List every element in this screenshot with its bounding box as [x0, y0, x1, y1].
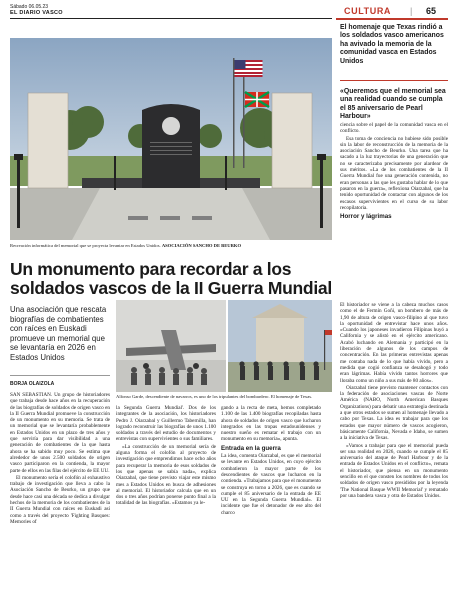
section-divider: [336, 18, 448, 20]
header-separator: |: [410, 6, 413, 16]
photo-caption: [10, 243, 332, 249]
article-headline: Un monumento para recordar a los soldados vascos de la II Guerra Mundial: [10, 259, 332, 298]
caption-text: Recreación informática del memorial que se proyecta levantar en Estados Unidos.: [10, 243, 161, 248]
body-column-1: [10, 392, 110, 598]
page-number: 65: [426, 6, 437, 16]
veterans-photo-graphic: [116, 300, 332, 392]
body-column-6: [340, 302, 448, 598]
publication-name: EL DIARIO VASCO: [10, 10, 63, 16]
body-column-2: [116, 405, 216, 598]
photo-credit: ASOCIACIÓN SANCHO DE BEURKO: [161, 243, 242, 248]
body-column-3: [221, 405, 321, 598]
memorial-rendering: [10, 38, 332, 240]
paragraph: la Segunda Guerra Mundial'. Dos de los integrantes de la asociación, los historiadores Pedro J. Oiarzabal y Guillermo Tabernilla, han logrado reconstruir las biografías de unos 1.100 soldados a través del estudio de documentos y entrevistas con supervivientes o sus familiares.: [116, 405, 216, 443]
deck-divider: [10, 375, 110, 376]
pull-quote: «Queremos que el memorial sea una realidad cuando se cumpla el 85 aniversario de Pearl Harbour»: [340, 88, 446, 121]
paragraph: Oiarzabal tiene previsto mantener contactos con la federación de asociaciones vascas de Norte América (NABO, North American Basques Organizations) para debatir una estrategia destinada a que otros estados se sumen al homenaje llevado a cabo por Texas. La idea es trabajar para que los estados que mayor número de vascos acogieron, básicamente California, Nevada e Idaho, se sumen a la iniciativa de Texas.: [340, 384, 448, 442]
paragraph: «La construcción de un memorial sería de alguna forma el colofón al proyecto de investigación que emprendimos hace ocho años para recuperar la memoria de esos soldados de los que apenas se sabía nada», explica Oiarzabal, que tiene previsto viajar este mismo mes a Estados Unidos en busca de adhesiones al memorial. El historiador calcula que en un dos o tres años podrían ponerse punto final a la totalidad de las biografías. «Estamos ya le-: [116, 443, 216, 507]
paragraph: Esa toma de conciencia no hubiese sido posible sin la labor de reconstrucción de la memoria de la asociación Sancho de Beurko. Una tarea que ha sacado a la luz trayectorias de una generación que no se caracterizaba precisamente por alardear de sus méritos. «La de los combatientes de la II Guerra Mundial fue una generación contenida, no eran personas a las que les gustaba hablar de lo que pasaron en la guerra», reflexiona Oiarzabal, que ha tenido oportunidad de contactar con algunos de los escasos supervivientes en el curso de su labor recopilatoria.: [340, 135, 448, 211]
paragraph: La idea, comenta Oiarzabal, es que el memorial se levante en Estados Unidos, en cuyo ejército combatieron la mayor parte de los descendientes de vascos que lucharon en la contienda. «Trabajamos para que el monumento se construya en torno a 2026, que es cuando se cumple el 85 aniversario de la entrada de EE UU en la Segunda Guerra Mundial». El incidente que fue el detonador de ese alto del charco: [221, 453, 321, 516]
paragraph: El monumento sería el colofón al exhaustivo trabajo de investigación que lleva a cabo la Asociación Sancho de Beurko, un grupo que desde hace casi una década se dedica a divulgar hechos de la memoria de los combatientes de la II Guerra Mundial con raíces en Euskadi así como a través del proyecto 'Fighting Basques: Memories of: [10, 474, 110, 525]
paragraph: «Vamos a trabajar para que el memorial pueda ser una realidad en 2026, cuando se cumple el 85 aniversario del ataque de Pearl Harbour y de la entrada de Estados Unidos en el conflicto», remata el historiador, que piensa en un monumento sencillo en el que consten los nombres de todos los soldados de origen vasco presididos por la leyenda 'The National Basque WWII Memorial' y rematado por una bandera vasca y otra de Estados Unidos.: [340, 442, 448, 499]
memorial-rendering-photo: [10, 38, 332, 240]
veterans-photo: [116, 300, 332, 392]
byline: BORJA OLAIZOLA: [10, 381, 55, 387]
sidebar-headline: El homenaje que Texas rindió a los soldados vasco americanos ha avivado la memoria de la comunidad vasca en Estados Unidos: [340, 24, 444, 65]
header-divider: [10, 18, 332, 19]
subheading: Entrada en la guerra: [221, 444, 281, 452]
paragraph: El historiador se viene a la cabeza muchos casos como el de Fermín Goñi, un bombero de más de 1,90 de altura de origen vasco-filipino al que tuvo la oportunidad de entrevistar hace unos años. «Cuando los japoneses invadieron Filipinas huyó a California y se alistó en el ejército americano. Acabó luchando en Alemania y participó en la liberación de algunos de los campos de concentración. En las primeras entrevistas apenas me contaba nada de lo que había vivido, pero a medida que cogió confianza se desahogó y todo eran lágrimas. Había vivido tantos horrores que lloraba como un niño a sus más de 80 años».: [340, 302, 448, 384]
issue-date: Sábado 06.05.23: [10, 4, 49, 10]
paragraph: gando a la recta de meta, hemos completado 1.100 de las 1.400 biografías recopiladas hasta ahora de soldados de origen vasco que lucharon integrados en las tropas estadounidenses y nuestro sueño es rematar el trabajo con un monumento en su memoria», apunta.: [221, 405, 321, 443]
article-deck: Una asociación que rescata biografías de combatientes con raíces en Euskadi promueve un memorial que se levantaría en 2026 en Estados Unidos: [10, 305, 107, 362]
paragraph: ciencia sobre el papel de la comunidad vasca en el conflicto.: [340, 122, 448, 135]
subheading: Horror y lágrimas: [340, 213, 392, 221]
section-name: CULTURA: [344, 6, 392, 16]
body-column-5: [340, 122, 448, 300]
sidebar-divider: [340, 80, 448, 81]
paragraph: SAN SEBASTIÁN. Un grupo de historiadores que trabaja desde hace años en la recuperación de las biografías de soldados de origen vasco en la II Guerra Mundial promueve la construcción de un monumento en su memoria. Se trata de un memorial que se levantaría probablemente en Estados Unidos en un plazo de tres años y que serviría para dar visibilidad a una generación de combatientes de la que hasta ahora se ha sabido muy poco. Se estima que alrededor de unos 2.500 soldados de origen vasco participaron en la contienda, la mayor parte de ellos en las filas del ejército de EE UU.: [10, 392, 110, 474]
photo2-caption: Alfonso Garde, descendiente de navarros, es uno de los tripulantes del bombardero. El homenaje de Texas.: [116, 394, 313, 399]
